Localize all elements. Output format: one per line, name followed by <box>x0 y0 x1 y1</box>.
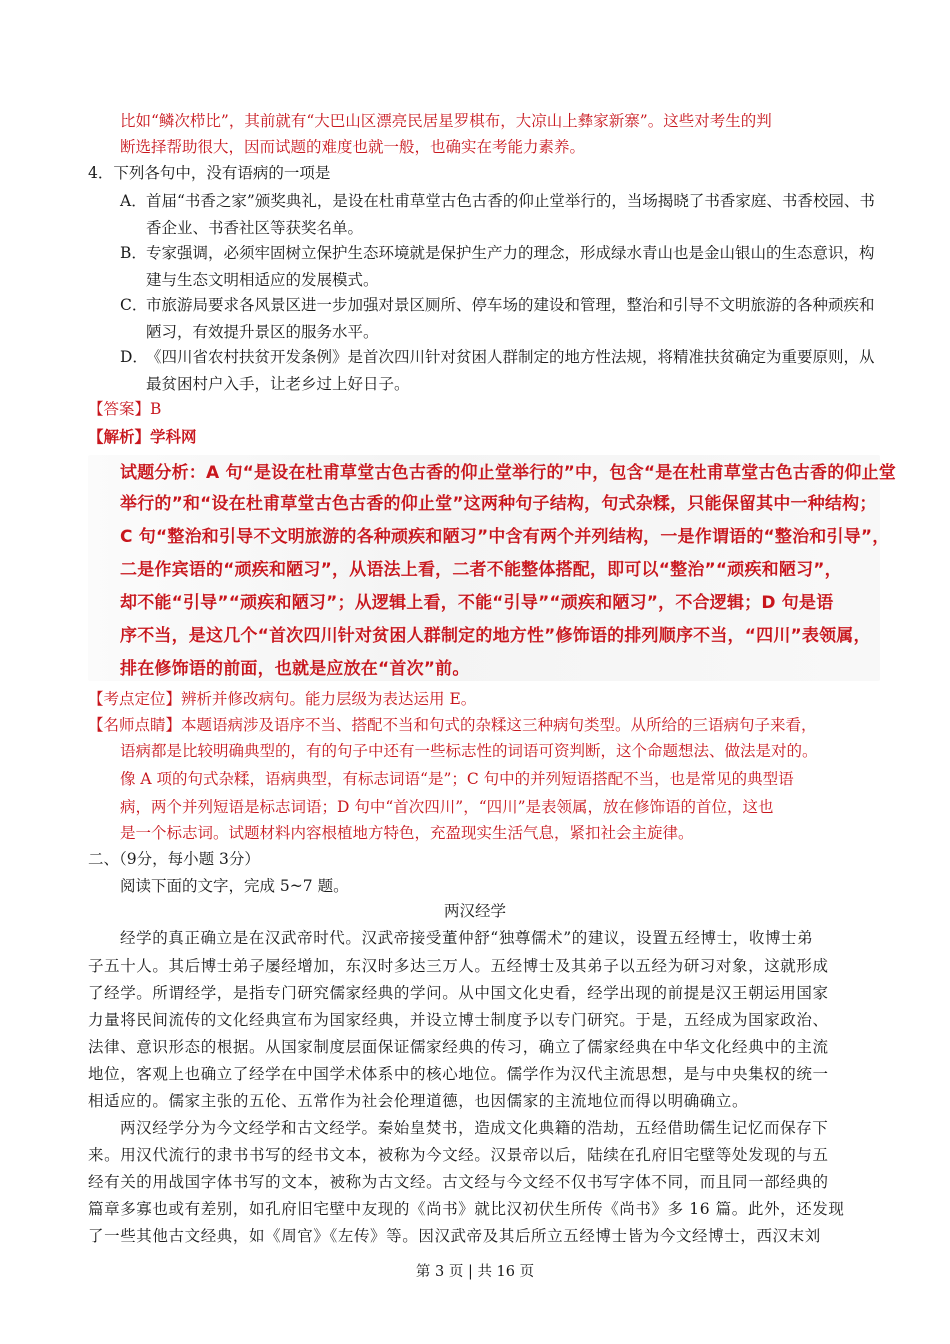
page-footer: 第 3 页 | 共 16 页 <box>415 1264 535 1280</box>
analysis-line-1: 试题分析：A 句“是设在杜甫草堂古色古香的仰止堂举行的”中，包含“是在杜甫草堂古色古香的仰止堂 <box>120 463 896 483</box>
option-d <box>120 344 890 398</box>
essay-title: 两汉经学 <box>443 902 506 920</box>
option-d-label: D． <box>120 348 148 366</box>
answer-value: B <box>150 400 162 418</box>
option-a <box>120 188 890 242</box>
option-a-label: A． <box>120 192 147 210</box>
mingshi-line-2: 语病都是比较明确典型的，有的句子中还有一些标志性的词语可资判断，这个命题想法、做法是对的。 <box>120 742 818 760</box>
option-b-text: 专家强调，必须牢固树立保护生态环境就是保护生产力的理念，形成绿水青山也是金山银山的生态意识，构建与生态文明相适应的发展模式。 <box>146 244 875 289</box>
section-heading: 二、（9分，每小题 3分） <box>88 850 260 868</box>
mingshi-line-1 <box>88 712 817 739</box>
kaodian-tag: 【考点定位】 <box>88 690 182 708</box>
essay-line-1: 经学的真正确立是在汉武帝时代。汉武帝接受董仲舒“独尊儒术”的建议，设置五经博士，收博士弟 <box>120 929 814 947</box>
analysis-line-7: 排在修饰语的前面，也就是应放在“首次”前。 <box>120 659 470 679</box>
question-stem <box>88 160 330 187</box>
mingshi-tag: 【名师点睛】 <box>88 716 182 734</box>
mingshi-line-5: 是一个标志词。试题材料内容根植地方特色，充盈现实生活气息，紧扣社会主旋律。 <box>120 824 694 842</box>
essay-line-4: 力量将民间流传的文化经典宣布为国家经典，并设立博士制度予以专门研究。于是，五经成为国家政治、 <box>88 1011 829 1029</box>
option-c <box>120 292 890 346</box>
option-c-text: 市旅游局要求各风景区进一步加强对景区厕所、停车场的建设和管理，整治和引导不文明旅游的各种顽疾和陋习，有效提升景区的服务水平。 <box>146 296 875 341</box>
intro-line-2: 断选择帮助很大，因而试题的难度也就一般，也确实在考能力素养。 <box>120 138 586 156</box>
option-b <box>120 240 890 294</box>
analysis-line-4: 二是作宾语的“顽疾和陋习”，从语法上看，二者不能整体搭配，即可以“整治”“顽疾和陋习”， <box>120 560 842 580</box>
mingshi-line-3: 像 A 项的句式杂糅，语病典型，有标志词语“是”；C 句中的并列短语搭配不当，也是常见的典型语 <box>120 770 794 788</box>
analysis-line-3: C 句“整治和引导不文明旅游的各种顽疾和陋习”中含有两个并列结构，一是作谓语的“整治和引导”， <box>120 527 890 547</box>
analysis-line-5: 却不能“引导”“顽疾和陋习”；从逻辑上看，不能“引导”“顽疾和陋习”，不合逻辑；D 句是语 <box>120 593 834 613</box>
analysis-tag: 【解析】 <box>88 428 151 446</box>
section-instruction: 阅读下面的文字，完成 5~7 题。 <box>120 877 349 895</box>
question-text: 下列各句中，没有语病的一项是 <box>113 164 331 182</box>
option-a-text: 首届“书香之家”颁奖典礼，是设在杜甫草堂古色古香的仰止堂举行的，当场揭晓了书香家庭、书香校园、书香企业、书香社区等获奖名单。 <box>146 192 875 237</box>
analysis-header <box>88 424 197 451</box>
essay-line-7: 相适应的。儒家主张的五伦、五常作为社会伦理道德，也因儒家的主流地位而得以明确确立。 <box>88 1092 749 1110</box>
answer-tag: 【答案】 <box>88 400 151 418</box>
option-c-label: C． <box>120 296 148 314</box>
kaodian-text: 辨析并修改病句。能力层级为表达运用 E。 <box>181 690 477 708</box>
analysis-line-6: 序不当，是这几个“首次四川针对贫困人群制定的地方性”修饰语的排列顺序不当，“四川”表领属， <box>120 626 871 646</box>
question-number: 4． <box>88 164 114 182</box>
essay-line-8: 两汉经学分为今文经学和古文经学。秦始皇焚书，造成文化典籍的浩劫，五经借助儒生记忆而保存下 <box>120 1119 829 1137</box>
essay-line-6: 地位，客观上也确立了经学在中国学术体系中的核心地位。儒学作为汉代主流思想，是与中央集权的统一 <box>88 1065 829 1083</box>
essay-line-2: 子五十人。其后博士弟子屡经增加，东汉时多达三万人。五经博士及其弟子以五经为研习对象，这就形成 <box>88 957 829 975</box>
essay-line-10: 经有关的用战国字体书写的文本，被称为古文经。古文经与今文经不仅书写字体不同，而且同一部经典的 <box>88 1173 829 1191</box>
mingshi-line-4: 病，两个并列短语是标志词语；D 句中“首次四川”，“四川”是表领属，放在修饰语的首位，这也 <box>120 798 774 816</box>
answer-line <box>88 396 161 423</box>
analysis-brand: 学科网 <box>150 428 197 446</box>
option-d-text: 《四川省农村扶贫开发条例》是首次四川针对贫困人群制定的地方性法规，将精准扶贫确定为重要原则，从最贫困村户入手，让老乡过上好日子。 <box>146 348 875 393</box>
intro-line-1: 比如“鳞次栉比”，其前就有“大巴山区漂亮民居星罗棋布，大凉山上彝家新寨”。这些对考生的判 <box>120 112 772 130</box>
essay-line-5: 法律、意识形态的根据。从国家制度层面保证儒家经典的传习，确立了儒家经典在中华文化经典中的主流 <box>88 1038 829 1056</box>
essay-line-12: 了一些其他古文经典，如《周官》《左传》等。因汉武帝及其后所立五经博士皆为今文经博士，西汉末刘 <box>88 1227 821 1245</box>
essay-line-9: 来。用汉代流行的隶书书写的经书文本，被称为今文经。汉景帝以后，陆续在孔府旧宅壁等处发现的与五 <box>88 1146 829 1164</box>
option-b-label: B． <box>120 244 147 262</box>
kaodian-line <box>88 686 476 713</box>
essay-line-3: 了经学。所谓经学，是指专门研究儒家经典的学问。从中国文化史看，经学出现的前提是汉王朝运用国家 <box>88 984 829 1002</box>
mingshi-text-1: 本题语病涉及语序不当、搭配不当和句式的杂糅这三种病句类型。从所给的三语病句子来看， <box>181 716 817 734</box>
analysis-line-2: 举行的”和“设在杜甫草堂古色古香的仰止堂”这两种句子结构，句式杂糅，只能保留其中一种结构； <box>120 494 877 514</box>
essay-line-11: 篇章多寡也或有差别，如孔府旧宅壁中友现的《尚书》就比汉初伏生所传《尚书》多 16 篇。此外，还发现 <box>88 1200 845 1218</box>
